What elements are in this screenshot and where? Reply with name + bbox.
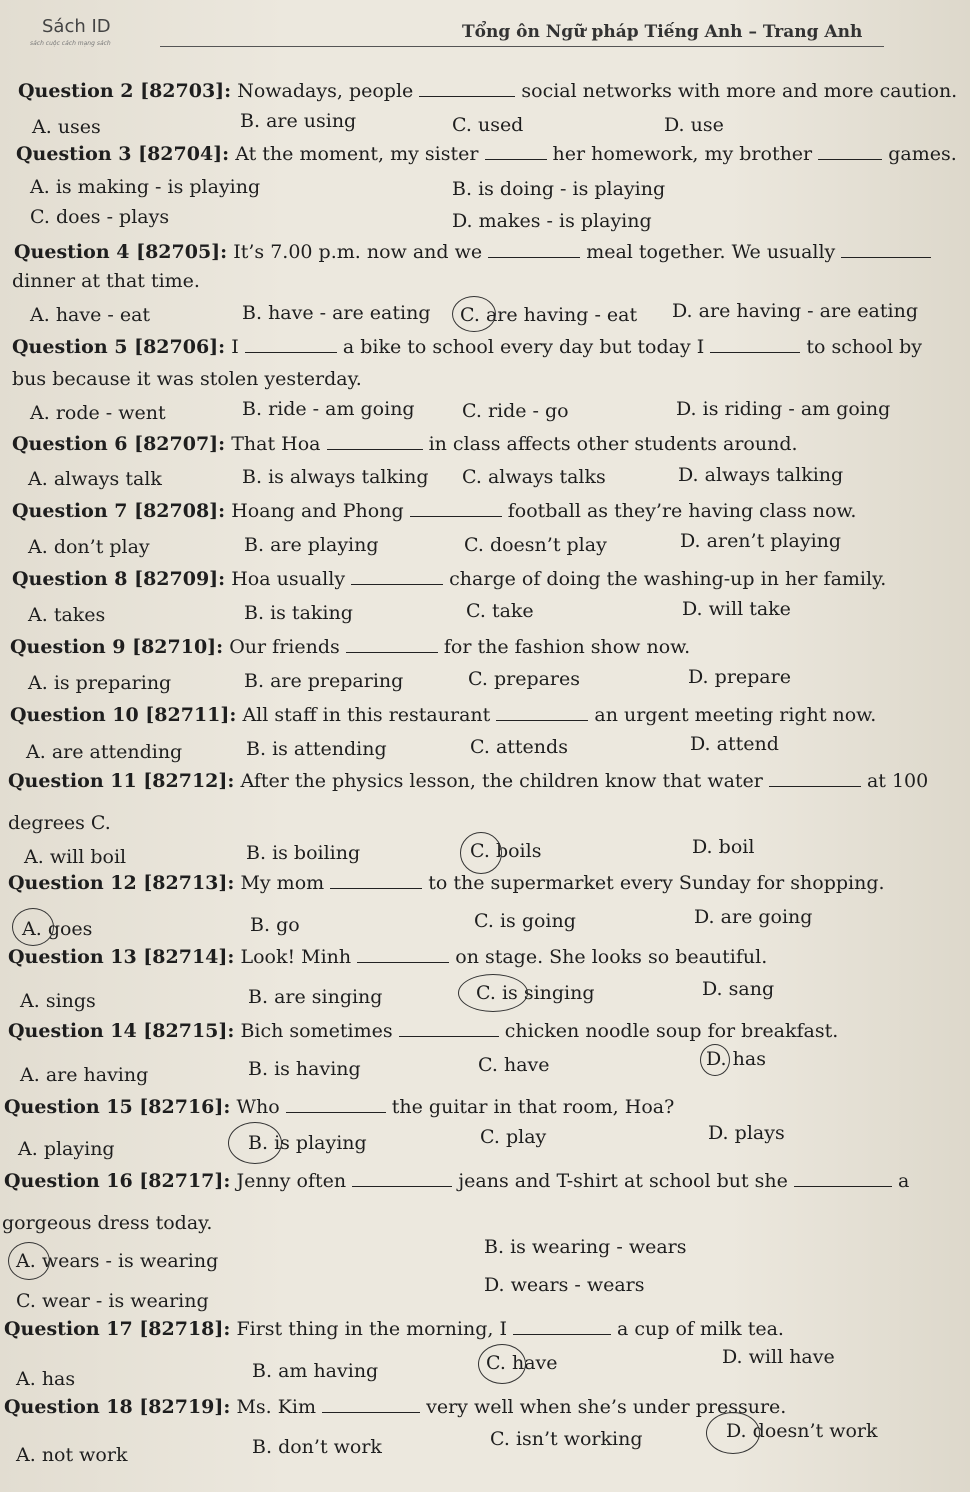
answer-blank <box>769 772 861 787</box>
option-d: D. doesn’t work <box>726 1420 878 1442</box>
option-d: D. aren’t playing <box>680 530 842 552</box>
option-a: A. sings <box>20 990 96 1012</box>
header-divider <box>160 46 884 47</box>
question-stem: Question 11 [82712]: After the physics lesson, the children know that water at 100 <box>8 770 929 792</box>
question-stem: Question 8 [82709]: Hoa usually charge of doing the washing-up in her family. <box>12 568 887 590</box>
answer-blank <box>818 145 882 160</box>
option-a: A. rode - went <box>30 402 166 424</box>
option-b: B. is boiling <box>246 842 361 864</box>
option-a: A. playing <box>18 1138 115 1160</box>
option-c: C. have <box>478 1054 550 1076</box>
option-b: B. is wearing - wears <box>484 1236 687 1258</box>
question-stem: Question 2 [82703]: Nowadays, people social networks with more and more caution. <box>18 80 958 102</box>
option-d: D. always talking <box>678 464 844 486</box>
option-a: A. are attending <box>26 741 183 763</box>
question-stem: Question 18 [82719]: Ms. Kim very well when she’s under pressure. <box>4 1396 787 1418</box>
option-d: D. will take <box>682 598 791 620</box>
option-a: A. have - eat <box>30 304 151 326</box>
option-d: D. has <box>706 1048 766 1070</box>
question-stem: Question 7 [82708]: Hoang and Phong football as they’re having class now. <box>12 500 857 522</box>
option-a: A. don’t play <box>28 536 150 558</box>
answer-blank <box>488 243 580 258</box>
option-c: C. ride - go <box>462 400 569 422</box>
question-stem: Question 13 [82714]: Look! Minh on stage. She looks so beautiful. <box>8 946 768 968</box>
answer-blank <box>496 706 588 721</box>
option-d: D. is riding - am going <box>676 398 891 420</box>
question-continuation: gorgeous dress today. <box>2 1212 213 1234</box>
question-stem: Question 17 [82718]: First thing in the morning, I a cup of milk tea. <box>4 1318 784 1340</box>
option-a: A. are having <box>20 1064 149 1086</box>
option-a: A. will boil <box>24 846 127 868</box>
option-a: A. not work <box>16 1444 128 1466</box>
option-c: C. used <box>452 114 524 136</box>
option-a: A. wears - is wearing <box>16 1250 219 1272</box>
question-stem: Question 6 [82707]: That Hoa in class affects other students around. <box>12 433 798 455</box>
question-continuation: degrees C. <box>8 812 111 834</box>
answer-blank <box>327 435 423 450</box>
option-c: C. isn’t working <box>490 1428 643 1450</box>
option-b: B. is playing <box>248 1132 367 1154</box>
option-b: B. is doing - is playing <box>452 178 666 200</box>
option-b: B. is attending <box>246 738 387 760</box>
answer-blank <box>346 638 438 653</box>
option-c: C. play <box>480 1126 547 1148</box>
option-d: D. prepare <box>688 666 791 688</box>
answer-blank <box>351 570 443 585</box>
question-stem: Question 3 [82704]: At the moment, my sister her homework, my brother games. <box>16 143 957 165</box>
option-d: D. use <box>664 114 724 136</box>
answer-blank <box>399 1022 499 1037</box>
question-continuation: bus because it was stolen yesterday. <box>12 368 362 390</box>
option-d: D. plays <box>708 1122 785 1144</box>
option-b: B. is always talking <box>242 466 429 488</box>
option-c: C. are having - eat <box>460 304 638 326</box>
option-b: B. don’t work <box>252 1436 382 1458</box>
option-d: D. will have <box>722 1346 835 1368</box>
option-a: A. goes <box>22 918 93 940</box>
option-c: C. does - plays <box>30 206 170 228</box>
option-b: B. are preparing <box>244 670 404 692</box>
option-b: B. are singing <box>248 986 383 1008</box>
option-b: B. have - are eating <box>242 302 431 324</box>
option-d: D. attend <box>690 733 779 755</box>
option-c: C. boils <box>470 840 542 862</box>
option-b: B. is taking <box>244 602 353 624</box>
answer-blank <box>841 243 931 258</box>
answer-blank <box>245 338 337 353</box>
option-d: D. sang <box>702 978 775 1000</box>
option-d: D. boil <box>692 836 755 858</box>
option-d: D. are going <box>694 906 813 928</box>
option-c: C. doesn’t play <box>464 534 607 556</box>
option-d: D. are having - are eating <box>672 300 919 322</box>
option-a: A. is preparing <box>28 672 172 694</box>
brand-logo: Sách ID <box>42 16 111 37</box>
answer-blank <box>330 874 422 889</box>
option-b: B. go <box>250 914 300 936</box>
question-stem: Question 9 [82710]: Our friends for the fashion show now. <box>10 636 691 658</box>
answer-blank <box>357 948 449 963</box>
answer-blank <box>322 1398 420 1413</box>
question-stem: Question 15 [82716]: Who the guitar in that room, Hoa? <box>4 1096 675 1118</box>
option-b: B. are using <box>240 110 357 132</box>
answer-blank <box>352 1172 452 1187</box>
option-c: C. take <box>466 600 534 622</box>
question-stem: Question 5 [82706]: I a bike to school every day but today I to school by <box>12 336 922 358</box>
option-a: A. has <box>16 1368 76 1390</box>
option-a: A. is making - is playing <box>30 176 261 198</box>
option-a: A. takes <box>28 604 106 626</box>
question-stem: Question 14 [82715]: Bich sometimes chicken noodle soup for breakfast. <box>8 1020 839 1042</box>
option-b: B. is having <box>248 1058 361 1080</box>
option-d: D. makes - is playing <box>452 210 652 232</box>
question-stem: Question 4 [82705]: It’s 7.00 p.m. now and we meal together. We usually <box>14 241 931 263</box>
option-a: A. always talk <box>28 468 162 490</box>
option-b: B. ride - am going <box>242 398 415 420</box>
page-header-title: Tổng ôn Ngữ pháp Tiếng Anh – Trang Anh <box>462 22 863 42</box>
question-continuation: dinner at that time. <box>12 270 200 292</box>
brand-tagline: sách cuộc cách mạng sách <box>30 40 111 47</box>
option-a: A. uses <box>32 116 101 138</box>
question-stem: Question 12 [82713]: My mom to the supermarket every Sunday for shopping. <box>8 872 885 894</box>
option-c: C. always talks <box>462 466 606 488</box>
option-d: D. wears - wears <box>484 1274 645 1296</box>
option-c: C. wear - is wearing <box>16 1290 209 1312</box>
answer-blank <box>410 502 502 517</box>
option-c: C. have <box>486 1352 558 1374</box>
question-stem: Question 16 [82717]: Jenny often jeans and T-shirt at school but she a <box>4 1170 910 1192</box>
option-c: C. attends <box>470 736 568 758</box>
answer-blank <box>794 1172 892 1187</box>
question-stem: Question 10 [82711]: All staff in this restaurant an urgent meeting right now. <box>10 704 877 726</box>
answer-blank <box>419 82 515 97</box>
answer-blank <box>485 145 547 160</box>
option-b: B. am having <box>252 1360 379 1382</box>
answer-blank <box>513 1320 611 1335</box>
option-c: C. is singing <box>476 982 595 1004</box>
option-c: C. prepares <box>468 668 581 690</box>
answer-blank <box>286 1098 386 1113</box>
answer-blank <box>710 338 800 353</box>
option-c: C. is going <box>474 910 576 932</box>
option-b: B. are playing <box>244 534 379 556</box>
